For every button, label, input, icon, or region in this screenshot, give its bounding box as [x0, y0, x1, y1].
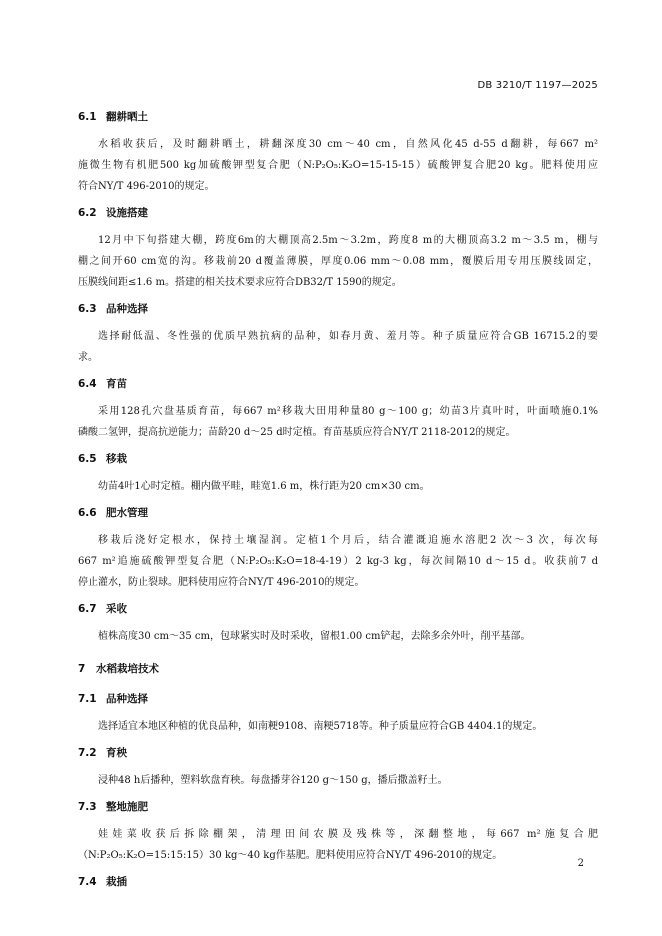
paragraph-line: 幼苗4叶1心时定植。棚内做平畦，畦宽1.6 m，株行距为20 cm×30 cm。	[98, 481, 430, 492]
section-number: 6.2	[78, 207, 97, 219]
section-number: 6.4	[78, 378, 97, 390]
chapter-heading	[78, 662, 598, 676]
paragraph	[78, 134, 598, 197]
paragraph	[78, 824, 598, 866]
section-heading	[78, 875, 598, 889]
section-heading	[78, 206, 598, 220]
paragraph	[78, 230, 598, 293]
section-title: 移栽	[106, 453, 127, 465]
section-heading	[78, 506, 598, 520]
paragraph-line: 移栽后浇好定根水，保持土壤湿润。定植1个月后，结合灌溉追施水溶肥2 次～3 次，每次每	[98, 535, 598, 546]
paragraph-line: 磷酸二氢钾，提高抗逆能力；苗龄20 d～25 d时定植。育苗基质应符合NY/T 2118-2012的规定。	[78, 427, 516, 438]
paragraph-line: （N:P₂O₅:K₂O=15:15:15）30 kg～40 kg作基肥。肥料使用应符合NY/T 496-2010的规定。	[78, 850, 503, 861]
document-body	[78, 110, 598, 899]
paragraph-line: 浸种48 h后播种，塑料软盘育秧。每盘播芽谷120 g～150 g，播后撒盖籽土。	[98, 775, 448, 786]
section-number: 7.3	[78, 801, 97, 813]
paragraph-line: 娃娃菜收获后拆除棚架，清理田间农膜及残株等，深翻整地，每667 m²施复合肥	[98, 829, 598, 840]
section-title: 水稻栽培技术	[96, 663, 159, 675]
paragraph-line: 667 m²追施硫酸钾型复合肥（N:P₂O₅:K₂O=18-4-19）2 kg-3 kg，每次间隔10 d～15 d。收获前7 d	[78, 556, 598, 567]
section-heading	[78, 110, 598, 124]
paragraph-line: 停止灌水，防止裂球。肥料使用应符合NY/T 496-2010的规定。	[78, 577, 365, 588]
paragraph	[78, 401, 598, 443]
section-number: 7.2	[78, 747, 97, 759]
section-heading	[78, 692, 598, 706]
paragraph-line: 12月中下旬搭建大棚，跨度6m的大棚顶高2.5m～3.2m，跨度8 m的大棚顶高3.2 m～3.5 m，棚与	[98, 235, 598, 246]
paragraph	[78, 476, 598, 497]
paragraph	[78, 530, 598, 593]
paragraph-line: 符合NY/T 496-2010的规定。	[78, 181, 215, 192]
page-number: 2	[577, 858, 584, 869]
paragraph	[78, 326, 598, 368]
section-number: 6.5	[78, 453, 97, 465]
section-heading	[78, 800, 598, 814]
paragraph-line: 植株高度30 cm～35 cm，包球紧实时及时采收，留根1.00 cm铲起，去除多余外叶，削平基部。	[98, 631, 531, 642]
section-title: 肥水管理	[106, 507, 148, 519]
section-number: 7.1	[78, 693, 97, 705]
section-number: 6.3	[78, 303, 97, 315]
section-number: 7.4	[78, 876, 97, 888]
section-heading	[78, 746, 598, 760]
paragraph	[78, 770, 598, 791]
paragraph-line: 施微生物有机肥500 kg加硫酸钾型复合肥（N:P₂O₅:K₂O=15-15-15）硫酸钾复合肥20 kg。肥料使用应	[78, 160, 598, 171]
section-title: 育苗	[106, 378, 127, 390]
section-heading	[78, 377, 598, 391]
section-heading	[78, 602, 598, 616]
section-title: 整地施肥	[106, 801, 148, 813]
section-title: 品种选择	[106, 303, 148, 315]
paragraph	[78, 626, 598, 647]
paragraph-line: 棚之间开60 cm宽的沟。移栽前20 d覆盖薄膜，厚度0.06 mm～0.08 mm，覆膜后用专用压膜线固定，	[78, 256, 598, 267]
section-title: 栽插	[106, 876, 127, 888]
section-heading	[78, 452, 598, 466]
section-number: 6.1	[78, 111, 97, 123]
paragraph-line: 水稻收获后，及时翻耕晒土，耕翻深度30 cm～40 cm，自然风化45 d-55 d翻耕，每667 m²	[98, 139, 598, 150]
paragraph-line: 选择适宜本地区种植的优良品种，如南粳9108、南粳5718等。种子质量应符合GB 4404.1的规定。	[98, 721, 543, 732]
section-title: 育秧	[106, 747, 127, 759]
section-title: 设施搭建	[106, 207, 148, 219]
paragraph-line: 选择耐低温、冬性强的优质早熟抗病的品种，如春月黄、羞月等。种子质量应符合GB 16715.2的要	[98, 331, 598, 342]
paragraph	[78, 716, 598, 737]
document-code: DB 3210/T 1197—2025	[477, 80, 598, 91]
paragraph-line: 压膜线间距≤1.6 m。搭建的相关技术要求应符合DB32/T 1590的规定。	[78, 277, 402, 288]
paragraph-line: 采用128孔穴盘基质育苗，每667 m²移栽大田用种量80 g～100 g；幼苗3片真叶时，叶面喷施0.1%	[98, 406, 598, 417]
section-heading	[78, 302, 598, 316]
paragraph-line: 求。	[78, 352, 98, 363]
section-title: 品种选择	[106, 693, 148, 705]
section-number: 6.7	[78, 603, 97, 615]
section-title: 采收	[106, 603, 127, 615]
section-number: 7	[78, 663, 86, 675]
section-title: 翻耕晒土	[106, 111, 148, 123]
section-number: 6.6	[78, 507, 97, 519]
